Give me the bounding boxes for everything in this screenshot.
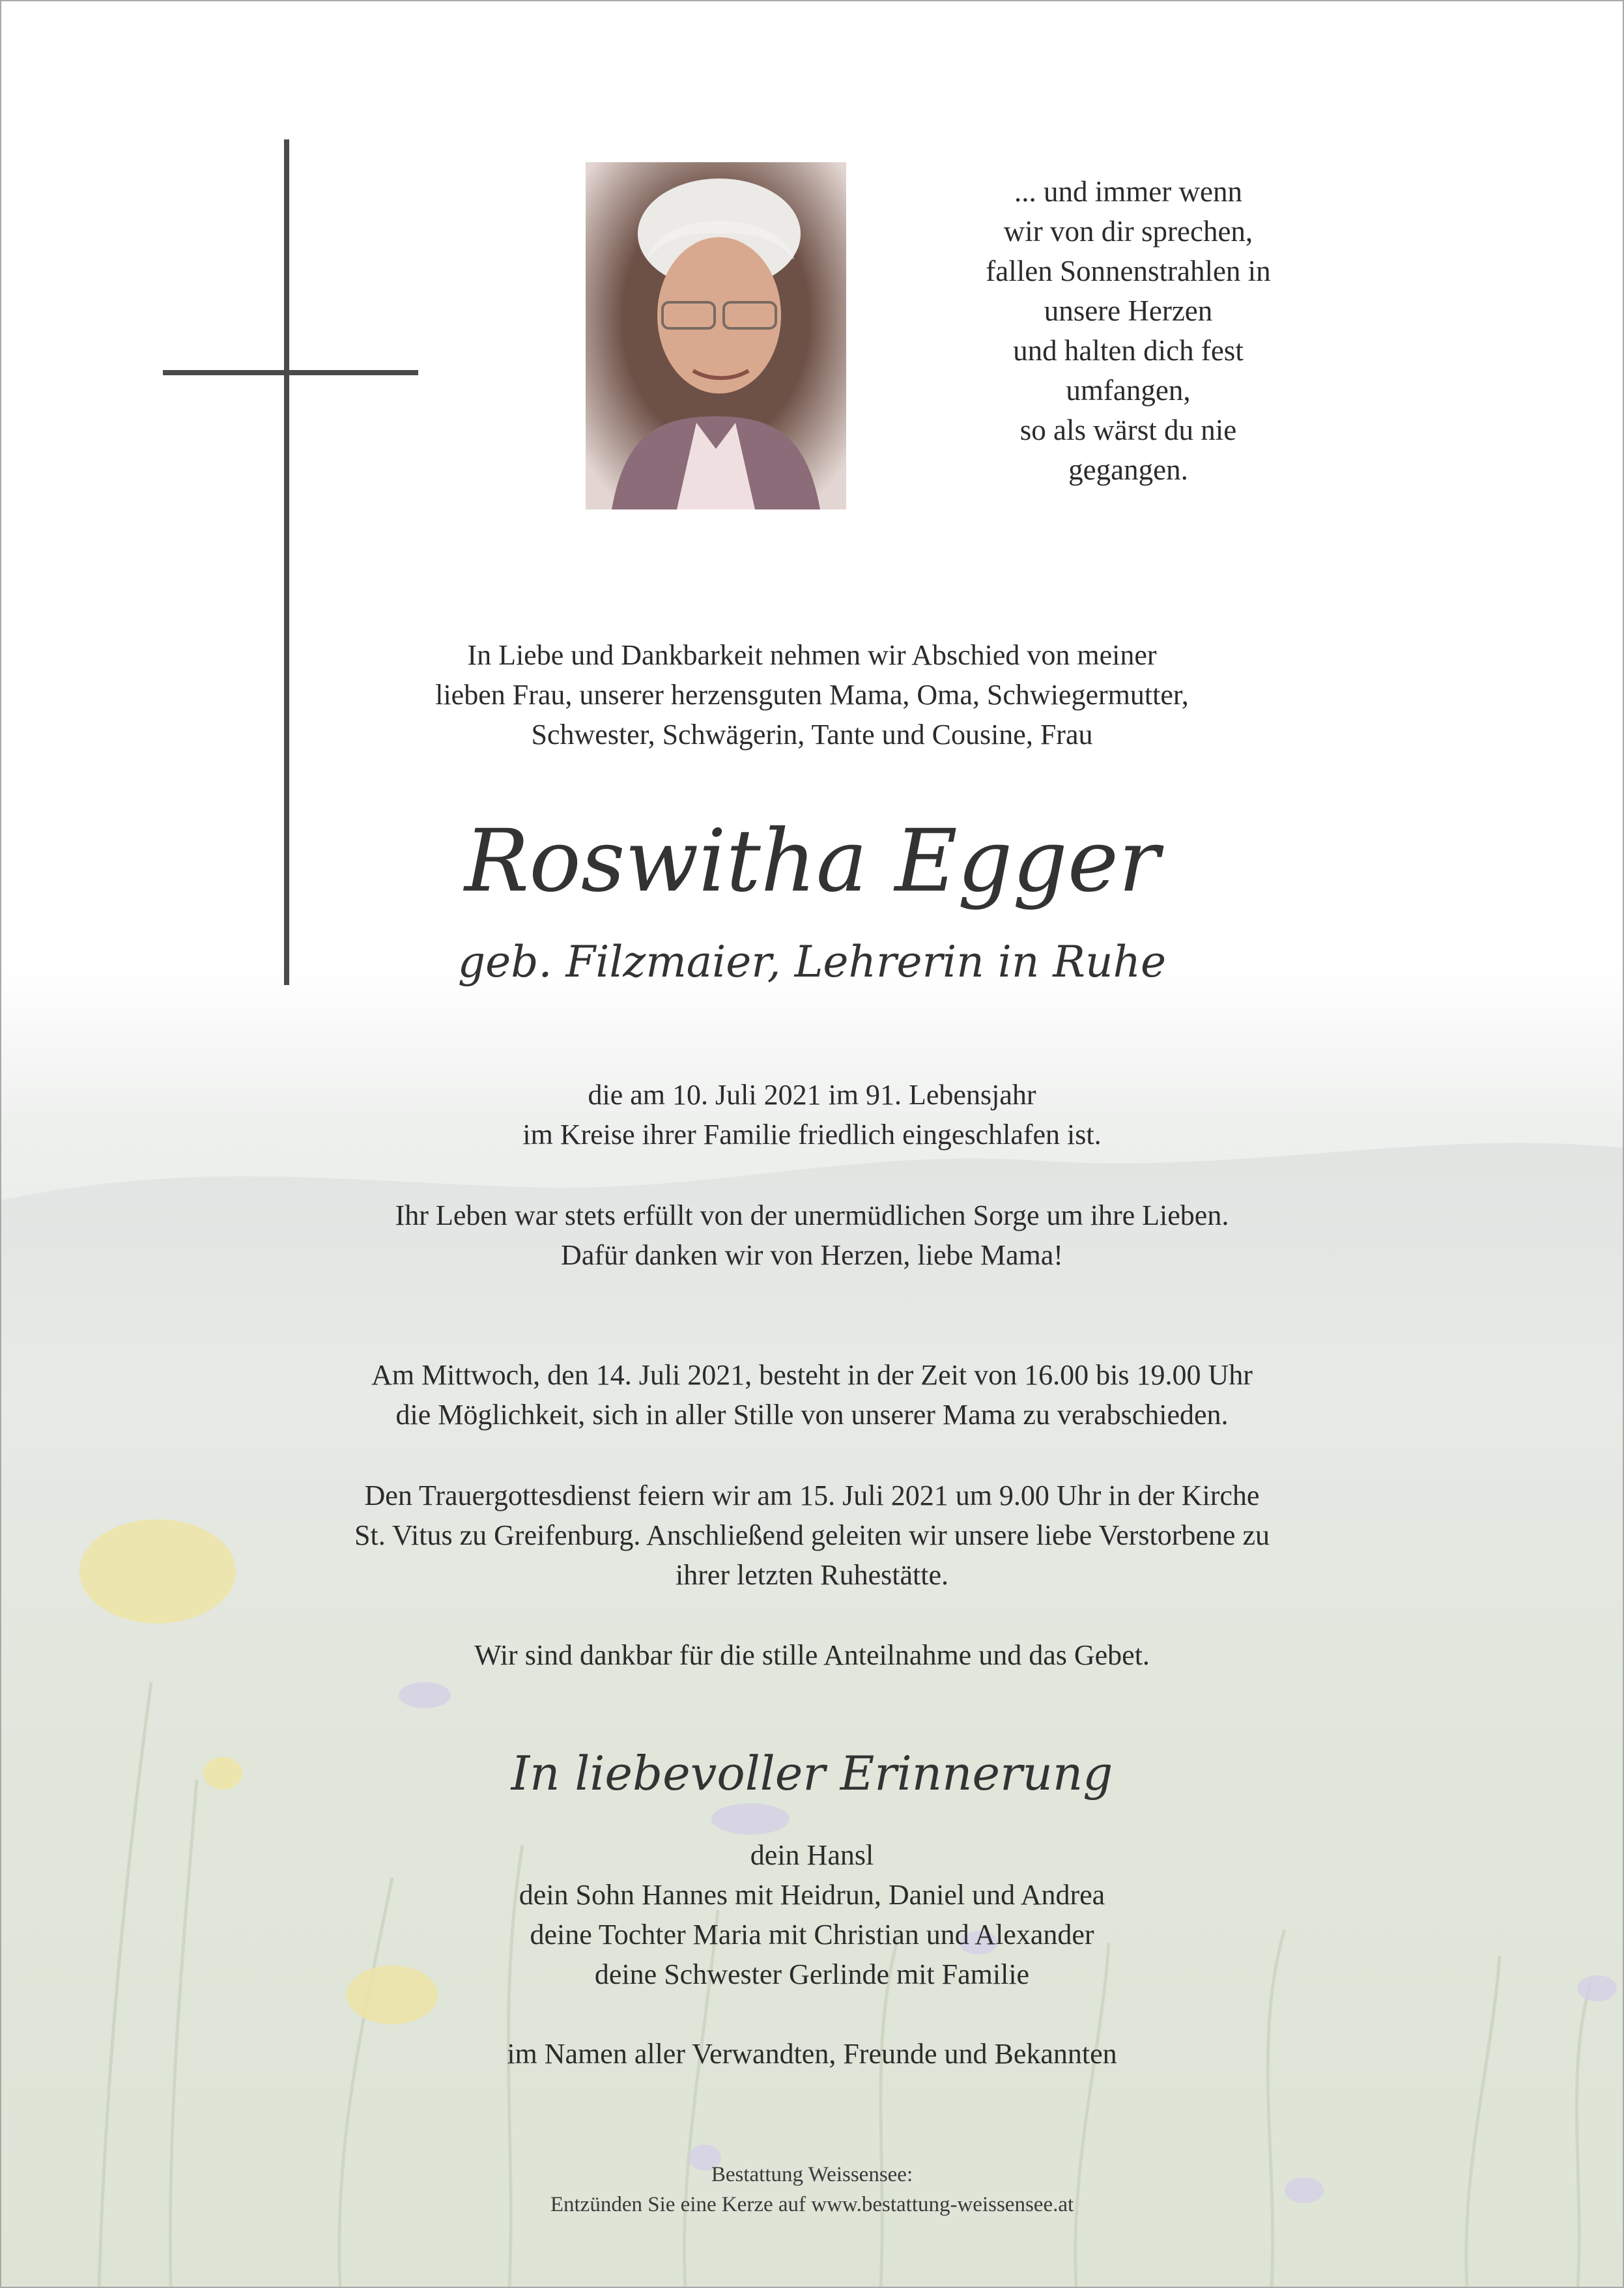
thanks-line: Wir sind dankbar für die stille Anteilnahme und das Gebet. [474,1639,1150,1671]
life-line: Ihr Leben war stets erfüllt von der unermüdlichen Sorge um ihre Lieben. [395,1199,1229,1231]
cross-crossbar [163,370,418,375]
mourner-line: deine Tochter Maria mit Christian und Alexander [530,1919,1094,1951]
life-line: Dafür danken wir von Herzen, liebe Mama! [561,1239,1063,1271]
poem-line: gegangen. [1068,453,1188,486]
footer [1,2160,1623,2220]
mourner-line: dein Hansl [750,1839,874,1871]
portrait-photo [586,162,846,509]
intro-line: lieben Frau, unserer herzensguten Mama, Oma, Schwiegermutter, [435,679,1189,711]
poem-line: wir von dir sprechen, [1003,215,1253,248]
poem [900,172,1356,490]
poem-line: fallen Sonnenstrahlen in [986,255,1271,287]
farewell-line: Am Mittwoch, den 14. Juli 2021, besteht in der Zeit von 16.00 bis 19.00 Uhr [371,1359,1253,1391]
memory-heading: In liebevoller Erinnerung [511,1746,1113,1801]
passing-text [1,1075,1623,1154]
service-line: St. Vitus zu Greifenburg. Anschließend geleiten wir unsere liebe Verstorbene zu [354,1519,1270,1551]
meadow-background [1,965,1623,2287]
intro-line: In Liebe und Dankbarkeit nehmen wir Abschied von meiner [467,639,1157,671]
mourners-list [1,1835,1623,1994]
poem-line: so als wärst du nie [1019,414,1237,446]
passing-line: im Kreise ihrer Familie friedlich eingeschlafen ist. [522,1119,1102,1151]
thanks-text [1,1635,1623,1675]
service-text [1,1476,1623,1595]
poem-line: umfangen, [1066,374,1191,407]
deceased-name: Roswitha Egger [464,811,1160,911]
poem-line: und halten dich fest [1013,334,1244,367]
deceased-subtitle: geb. Filzmaier, Lehrerin in Ruhe [457,937,1167,987]
farewell-text [1,1355,1623,1435]
footer-candle-link[interactable]: Entzünden Sie eine Kerze auf www.bestattung-weissensee.at [550,2193,1074,2216]
intro-line: Schwester, Schwägerin, Tante und Cousine, Frau [531,719,1093,751]
service-line: Den Trauergottesdienst feiern wir am 15. Juli 2021 um 9.00 Uhr in der Kirche [364,1480,1260,1511]
mourner-line: deine Schwester Gerlinde mit Familie [594,1958,1030,1990]
life-text [1,1195,1623,1275]
service-line: ihrer letzten Ruhestätte. [675,1559,949,1591]
poem-line: ... und immer wenn [1014,175,1242,208]
intro-text [1,635,1623,754]
mourner-line: dein Sohn Hannes mit Heidrun, Daniel und Andrea [519,1879,1105,1911]
passing-line: die am 10. Juli 2021 im 91. Lebensjahr [588,1079,1036,1111]
relatives-text [1,2034,1623,2074]
footer-company: Bestattung Weissensee: [711,2163,913,2186]
farewell-line: die Möglichkeit, sich in aller Stille von unserer Mama zu verabschieden. [395,1399,1229,1431]
poem-line: unsere Herzen [1044,294,1213,327]
relatives-line: im Namen aller Verwandten, Freunde und Bekannten [507,2038,1117,2070]
